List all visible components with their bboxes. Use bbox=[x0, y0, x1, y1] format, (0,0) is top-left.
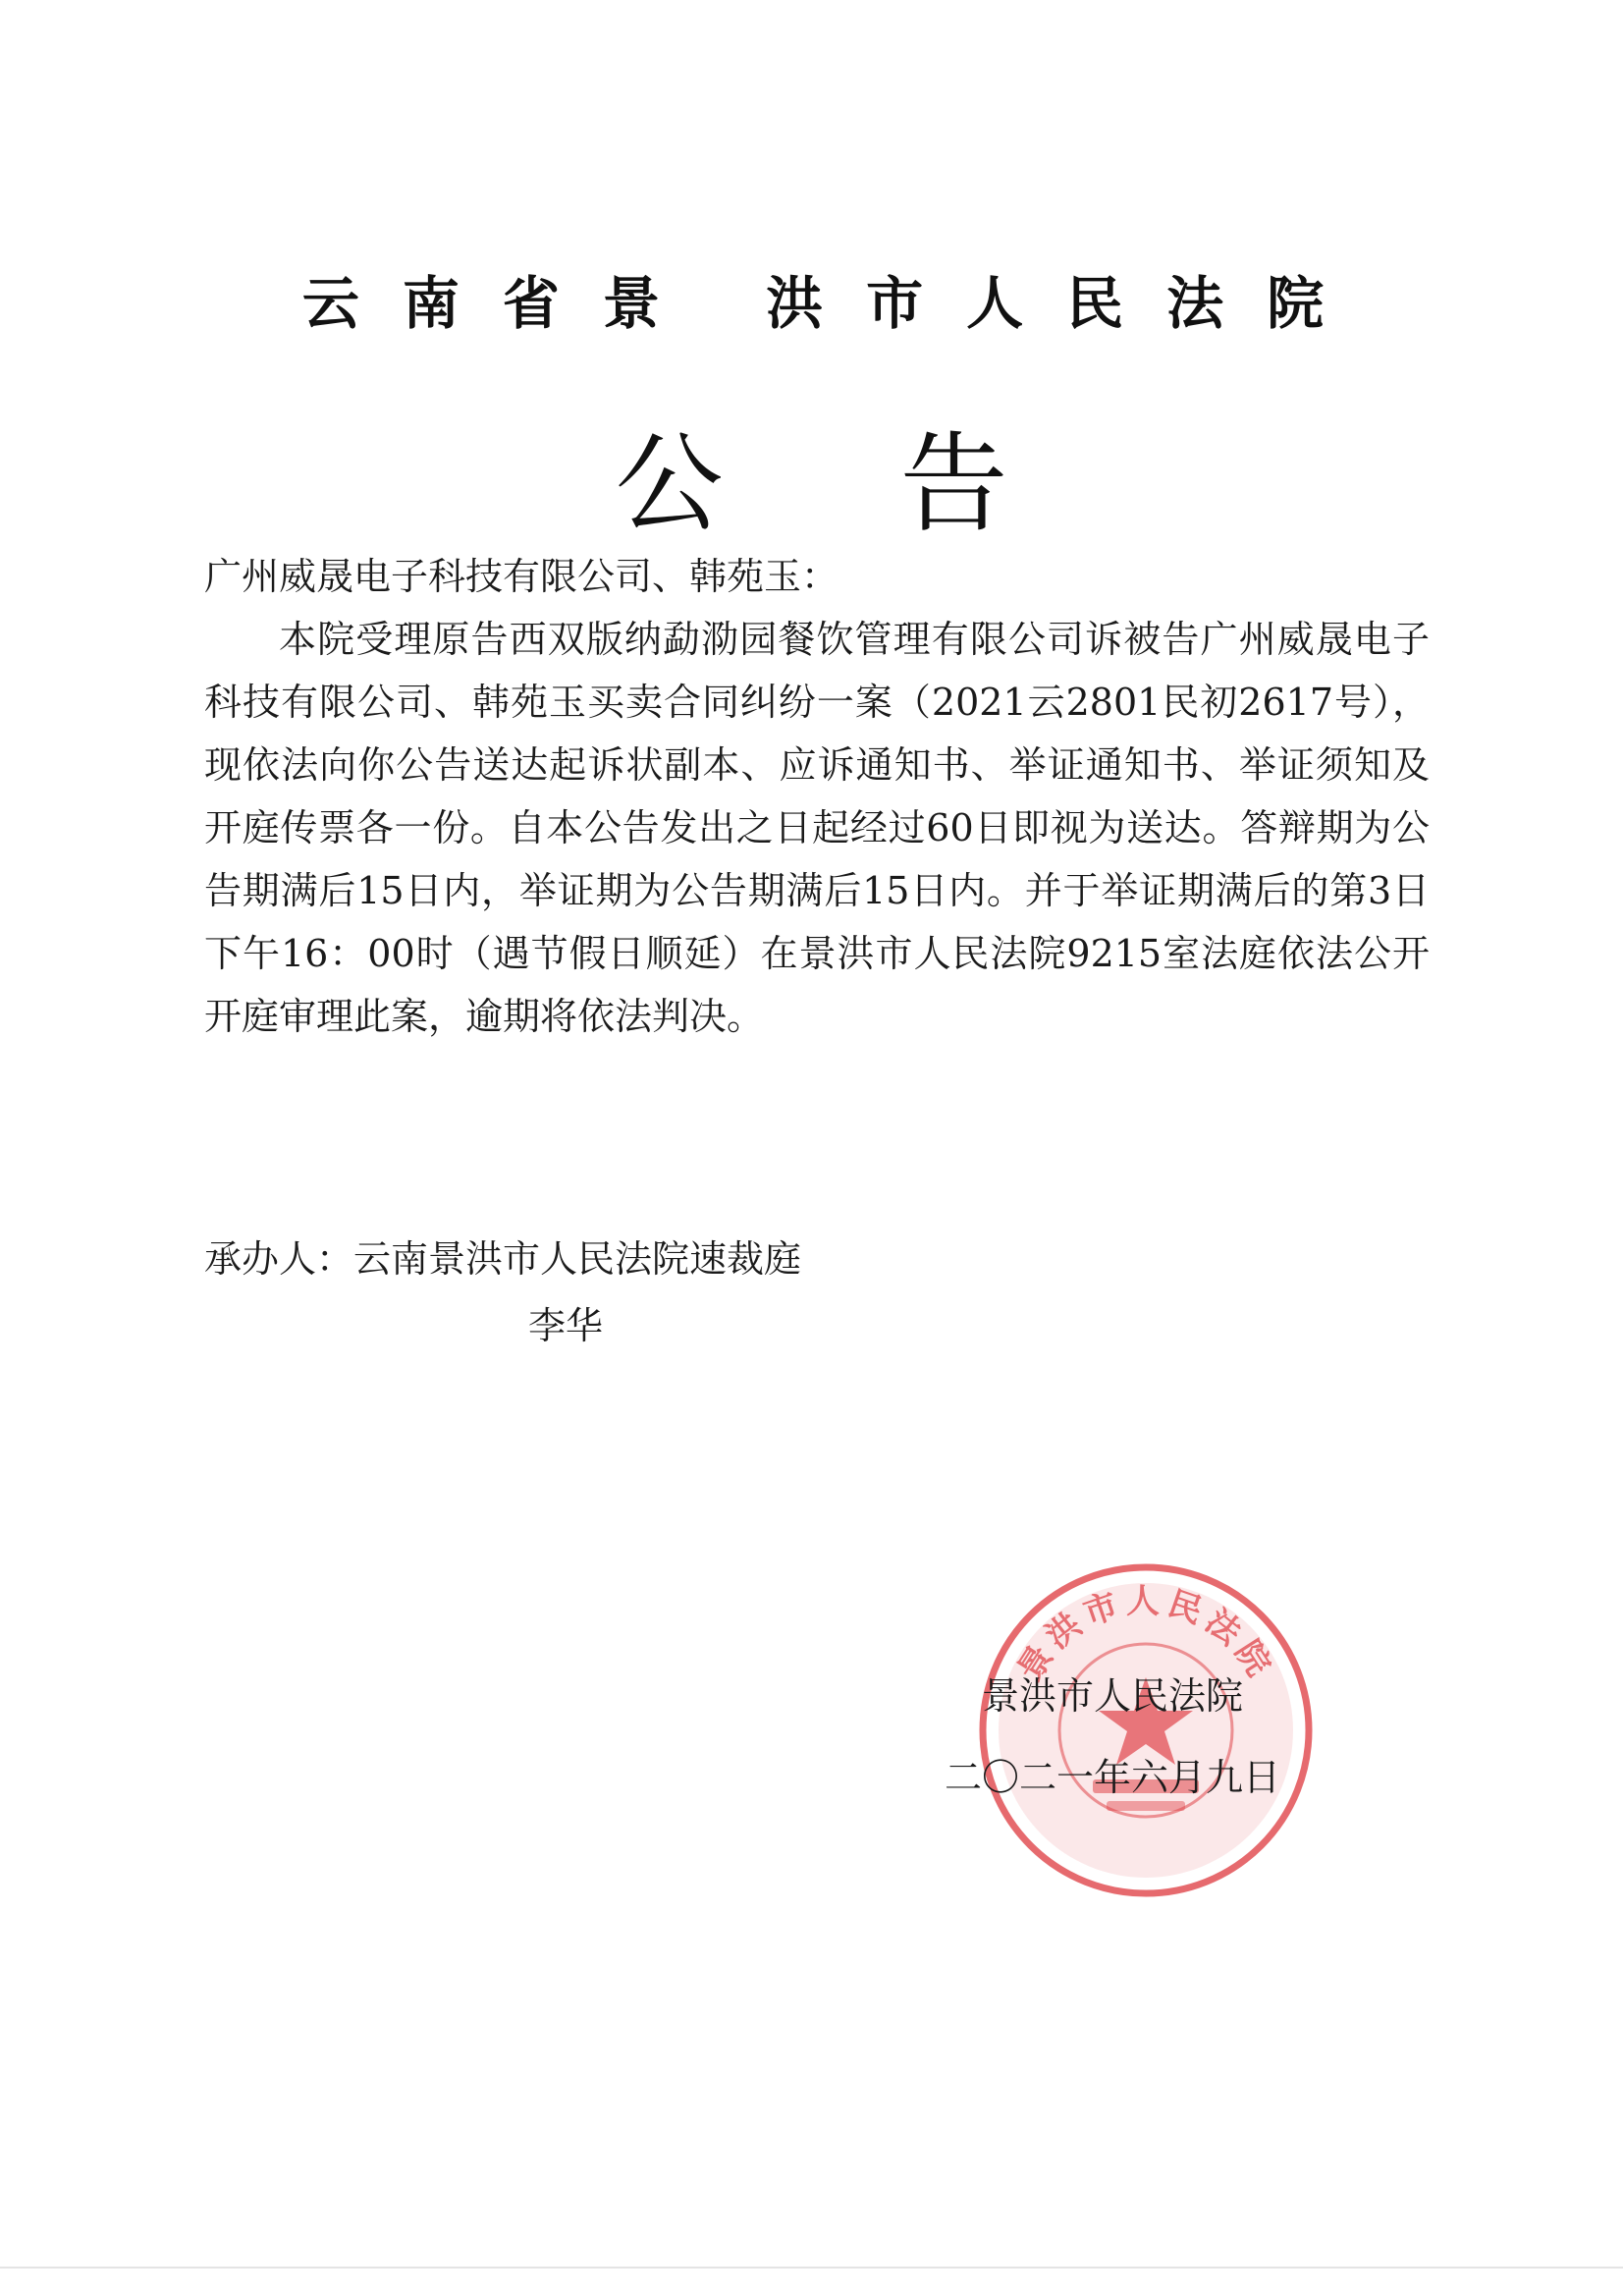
addressee-line: 广州威晟电子科技有限公司、韩苑玉： bbox=[204, 555, 839, 598]
court-seal-icon bbox=[977, 1561, 1316, 1900]
notice-paragraph: 本院受理原告西双版纳勐泐园餐饮管理有限公司诉被告广州威晟电子科技有限公司、韩苑玉买卖合同纠纷一案（2021云2801民初2617号），现依法向你公告送达起诉状副本、应诉通知书、举证通知书、举证须知及开庭传票各一份。自本公告发出之日起经过60日即视为送达。答辩期为公告期满后15日内，举证期为公告期满后15日内。并于举证期满后的第3日下午16：00时（遇节假日顺延）在景洪市人民法院9215室法庭依法公开开庭审理此案，逾期将依法判决。 bbox=[204, 618, 1430, 1038]
page-bottom-divider bbox=[0, 2267, 1623, 2269]
notice-body bbox=[204, 545, 1430, 1048]
handler-label: 承办人：云南景洪市人民法院速裁庭 bbox=[204, 1237, 802, 1281]
signature-date: 二〇二一年六月九日 bbox=[945, 1756, 1281, 1799]
notice-title: 公告 bbox=[615, 421, 1185, 547]
signature-court-name: 景洪市人民法院 bbox=[982, 1674, 1244, 1718]
handler-name: 李华 bbox=[528, 1304, 604, 1347]
svg-text:景洪市人民法院: 景洪市人民法院 bbox=[1010, 1582, 1281, 1688]
court-name-heading: 云南省景 洪市人民法院 bbox=[301, 270, 1368, 337]
